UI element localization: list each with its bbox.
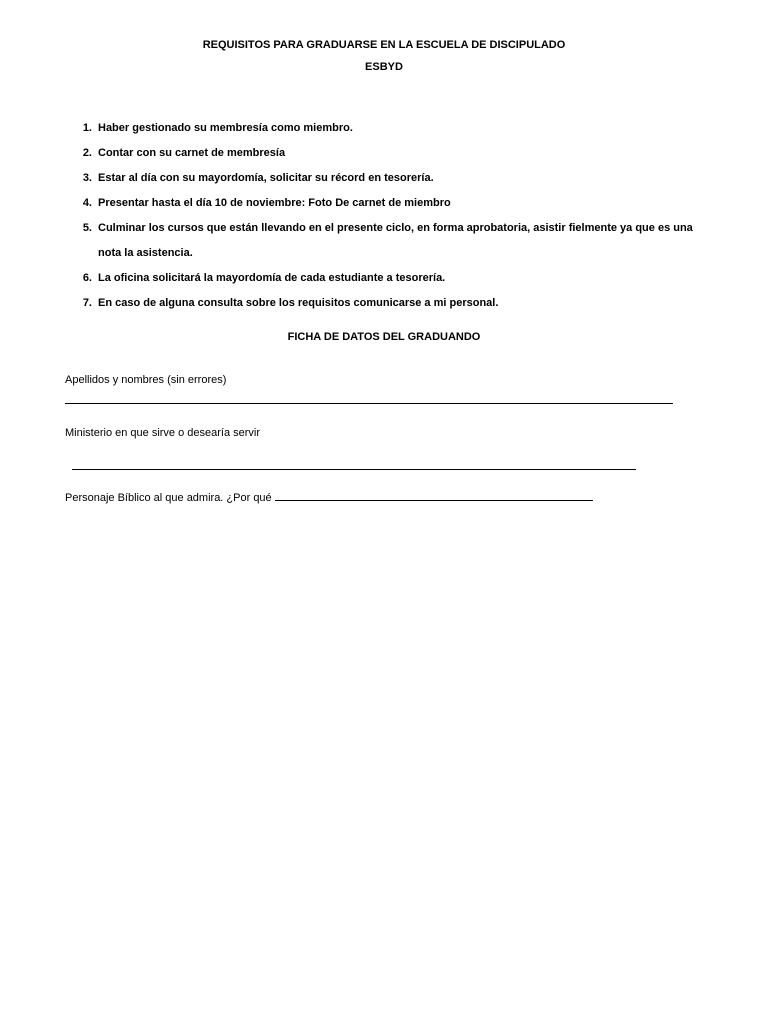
biblical-field-line[interactable] [275, 490, 593, 501]
list-item-text: Contar con su carnet de membresía [98, 147, 286, 159]
list-item-text: La oficina solicitará la mayordomía de cada estudiante a tesorería. [98, 272, 446, 284]
list-item-number: 4. [82, 197, 92, 209]
list-item-text: Estar al día con su mayordomía, solicitar su récord en tesorería. [98, 172, 434, 184]
list-item-number: 7. [82, 297, 92, 309]
list-item-number: 5. [82, 222, 92, 234]
names-field-line[interactable] [65, 403, 673, 404]
list-item-text: En caso de alguna consulta sobre los requisitos comunicarse a mi personal. [98, 297, 499, 309]
biblical-field-label: Personaje Bíblico al que admira. ¿Por qué [65, 492, 272, 504]
names-field-label: Apellidos y nombres (sin errores) [65, 374, 227, 386]
list-item-number: 6. [82, 272, 92, 284]
document-title: REQUISITOS PARA GRADUARSE EN LA ESCUELA DE DISCIPULADO [202, 39, 566, 51]
list-item-number: 2. [82, 147, 92, 159]
document-subtitle: ESBYD [365, 61, 403, 73]
ministry-field-line[interactable] [72, 469, 636, 470]
list-item-number: 3. [82, 172, 92, 184]
ministry-field-label: Ministerio en que sirve o desearía servir [65, 427, 261, 439]
list-item-text: Presentar hasta el día 10 de noviembre: Foto De carnet de miembro [98, 197, 451, 209]
list-item-text: Culminar los cursos que están llevando en el presente ciclo, en forma aprobatoria, asistir fielmente ya que es una nota la asistencia. [98, 222, 693, 259]
list-item-text: Haber gestionado su membresía como miembro. [98, 122, 353, 134]
form-title: FICHA DE DATOS DEL GRADUANDO [287, 331, 481, 343]
list-item-number: 1. [82, 122, 92, 134]
biblical-character-field [65, 490, 593, 505]
